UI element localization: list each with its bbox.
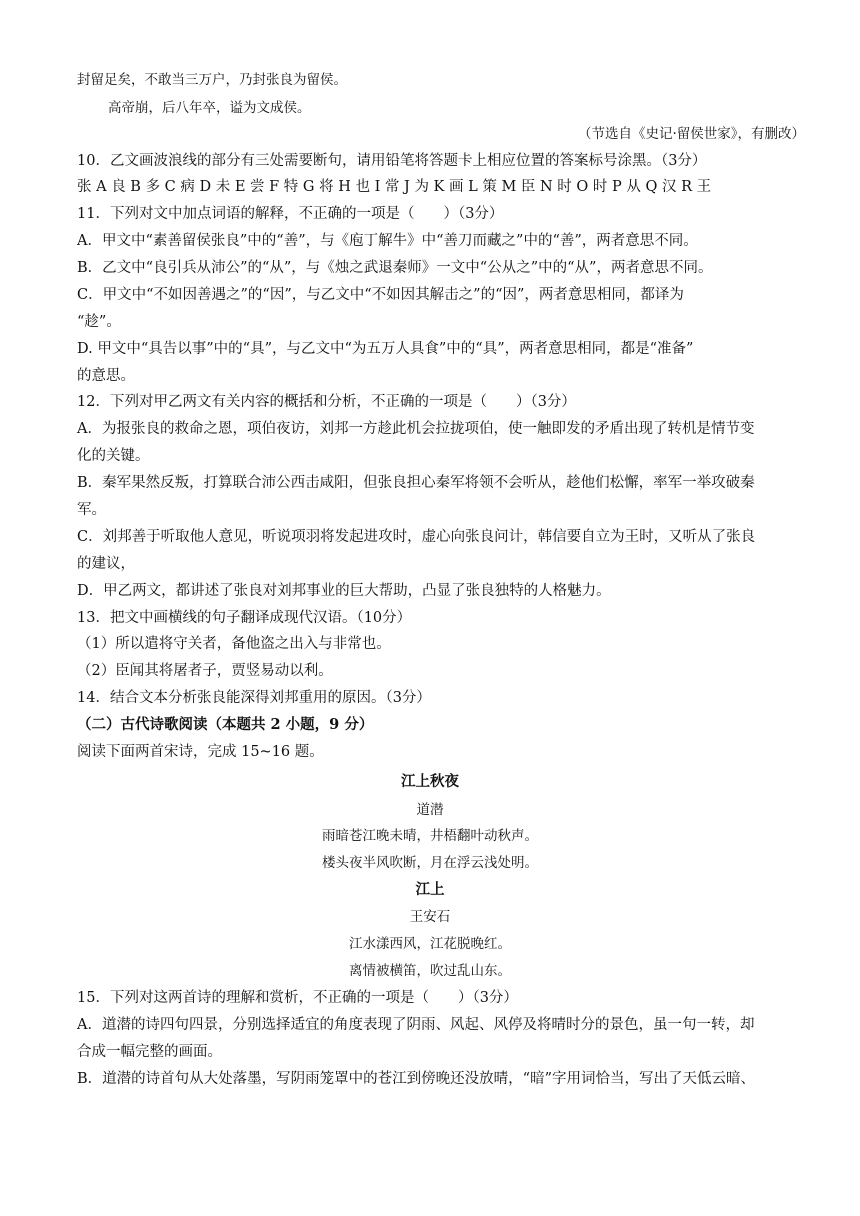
option-c-cont: 的建议，	[77, 556, 135, 572]
section-instruction: 阅读下面两首宋诗，完成 15~16 题。	[77, 744, 324, 760]
option-a: A．道潜的诗四句四景，分别选择适宜的角度表现了阴雨、风起、风停及将晴时分的景色，虽一句一转，却	[77, 1017, 755, 1033]
option-d-cont: 的意思。	[77, 368, 135, 384]
passage-source: （节选自《史记·留侯世家》，有删改）	[577, 126, 805, 142]
poem-2-title: 江上	[415, 881, 445, 898]
question-13: 13．把文中画横线的句子翻译成现代汉语。（10分）	[77, 610, 412, 626]
question-15: 15．下列对这两首诗的理解和赏析，不正确的一项是（ ）（3分）	[77, 990, 518, 1006]
option-a-cont: 合成一幅完整的画面。	[77, 1044, 222, 1060]
question-14: 14．结合文本分析张良能深得刘邦重用的原因。（3分）	[77, 690, 431, 706]
poem-1-line: 楼头夜半风吹断，月在浮云浅处明。	[322, 855, 538, 871]
poem-1-line: 雨暗苍江晚未晴，井梧翻叶动秋声。	[322, 828, 538, 844]
option-a: A．为报张良的救命之恩，项伯夜访，刘邦一方趁此机会拉拢项伯，使一触即发的矛盾出现了转机是情节变	[77, 421, 755, 437]
passage-line: 高帝崩，后八年卒，谥为文成侯。	[108, 100, 311, 116]
poem-1-title: 江上秋夜	[401, 773, 459, 790]
option-d: D. 甲文中“具告以事”中的“具”，与乙文中“为五万人具食”中的“具”，两者意思相同，都是“准备”	[77, 341, 694, 357]
question-13-item-1: （1）所以遣将守关者，备他盗之出入与非常也。	[77, 636, 391, 652]
poem-2-line: 江水漾西风，江花脱晚红。	[349, 936, 511, 952]
option-a-cont: 化的关键。	[77, 448, 150, 464]
option-b: B．秦军果然反叛，打算联合沛公西击咸阳，但张良担心秦军将领不会听从，趁他们松懈，率军一举攻破秦	[77, 475, 755, 491]
poem-2-line: 离情被横笛，吹过乱山东。	[349, 963, 511, 979]
question-10-sentence: 张 A 良 B 多 C 病 D 未 E 尝 F 特 G 将 H 也 I 常 J 为 K 画 L 策 M 臣 N 时 O 时 P 从 Q 汉 R 王	[77, 179, 712, 195]
option-b: B．道潜的诗首句从大处落墨，写阴雨笼罩中的苍江到傍晚还没放晴，“暗”字用词恰当，写出了天低云暗、	[77, 1071, 755, 1087]
option-b: B．乙文中“良引兵从沛公”的“从”，与《烛之武退秦师》一文中“公从之”中的“从”，两者意思不同。	[77, 260, 713, 276]
option-a: A．甲文中“素善留侯张良”中的“善”，与《庖丁解牛》中“善刀而藏之”中的“善”，两者意思不同。	[77, 233, 698, 249]
passage-line: 封留足矣，不敢当三万户，乃封张良为留侯。	[77, 72, 347, 88]
option-b-cont: 军。	[77, 502, 106, 518]
question-12: 12．下列对甲乙两文有关内容的概括和分析，不正确的一项是（ ）（3分）	[77, 394, 576, 410]
poem-1-author: 道潜	[416, 802, 444, 818]
poem-2-author: 王安石	[409, 909, 451, 925]
option-c-cont: “趁”。	[77, 314, 121, 330]
question-10: 10．乙文画波浪线的部分有三处需要断句，请用铅笔将答题卡上相应位置的答案标号涂黑。（3分）	[77, 153, 707, 169]
section-heading: （二）古代诗歌阅读（本题共 2 小题，9 分）	[77, 716, 374, 733]
question-13-item-2: （2）臣闻其将屠者子，贾竖易动以利。	[77, 663, 333, 679]
option-c: C．甲文中“不如因善遇之”的“因”，与乙文中“不如因其解击之”的“因”，两者意思相同，都译为	[77, 287, 684, 303]
option-c: C．刘邦善于听取他人意见，听说项羽将发起进攻时，虚心向张良问计，韩信要自立为王时，又听从了张良	[77, 529, 756, 545]
option-d: D．甲乙两文，都讲述了张良对刘邦事业的巨大帮助，凸显了张良独特的人格魅力。	[77, 583, 611, 599]
question-11: 11．下列对文中加点词语的解释，不正确的一项是（ ）（3分）	[77, 206, 504, 222]
